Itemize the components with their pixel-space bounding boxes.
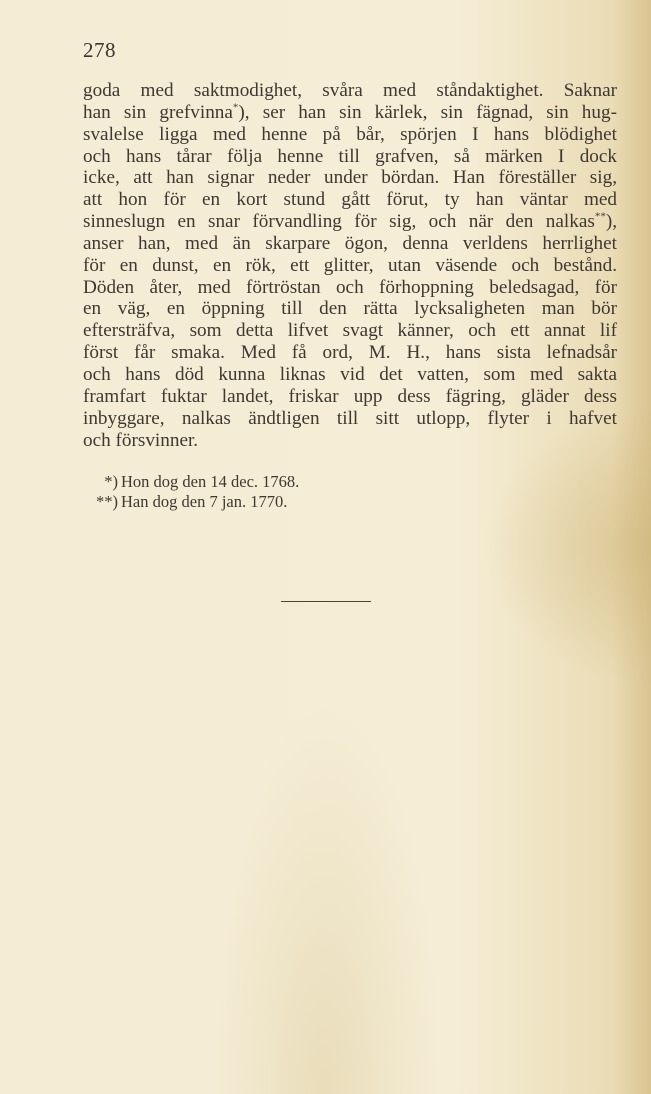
text-line: icke, att han signar neder under bördan. Han föreställer sig, [83,167,617,189]
text-line-last: och försvinner. [83,429,199,451]
footnote-marker: **) [96,491,118,511]
end-rule [281,601,371,602]
text-line: och hans tårar följa henne till grafven, så märken I dock [83,145,617,167]
footnotes [90,472,299,511]
text-line: först får smaka. Med få ord, M. H., hans sista lefnadsår [83,342,617,364]
footnote-text: Han dog den 7 jan. 1770. [121,491,288,511]
footnote-text: Hon dog den 14 dec. 1768. [121,472,300,491]
text-line: inbyggare, nalkas ändtligen till sitt utlopp, flyter i hafvet [83,407,617,429]
footnote-1 [90,472,299,492]
footnote-2 [90,492,299,512]
text-line: och hans död kunna liknas vid det vatten, som med sakta [83,363,617,385]
text-line: Döden åter, med förtröstan och förhoppning beledsagad, för [83,276,617,298]
text-line: en väg, en öppning till den rätta lycksaligheten man bör [83,298,617,320]
text-line: anser han, med än skarpare ögon, denna verldens herrlighet [83,232,617,254]
text-line: sinneslugn en snar förvandling för sig, och när den nalkas**), [83,210,617,233]
body-text [83,80,617,451]
text-line: svalelse ligga med henne på bår, spörjen I hans blödighet [83,123,617,145]
footnote-marker: *) [104,472,118,491]
text-line: att hon för en kort stund gått förut, ty han väntar med [83,189,617,211]
text-line: för en dunst, en rök, ett glitter, utan väsende och bestånd. [83,254,617,276]
text-line: han sin grefvinna*), ser han sin kärlek, sin fägnad, sin hug- [83,101,617,123]
text-line: eftersträfva, som detta lifvet svagt känner, och ett annat lif [83,320,617,342]
text-line: framfart fuktar landet, friskar upp dess fägring, gläder dess [83,385,617,407]
text-line: goda med saktmodighet, svåra med ståndaktighet. Saknar [83,80,617,101]
page-number: 278 [83,38,116,62]
